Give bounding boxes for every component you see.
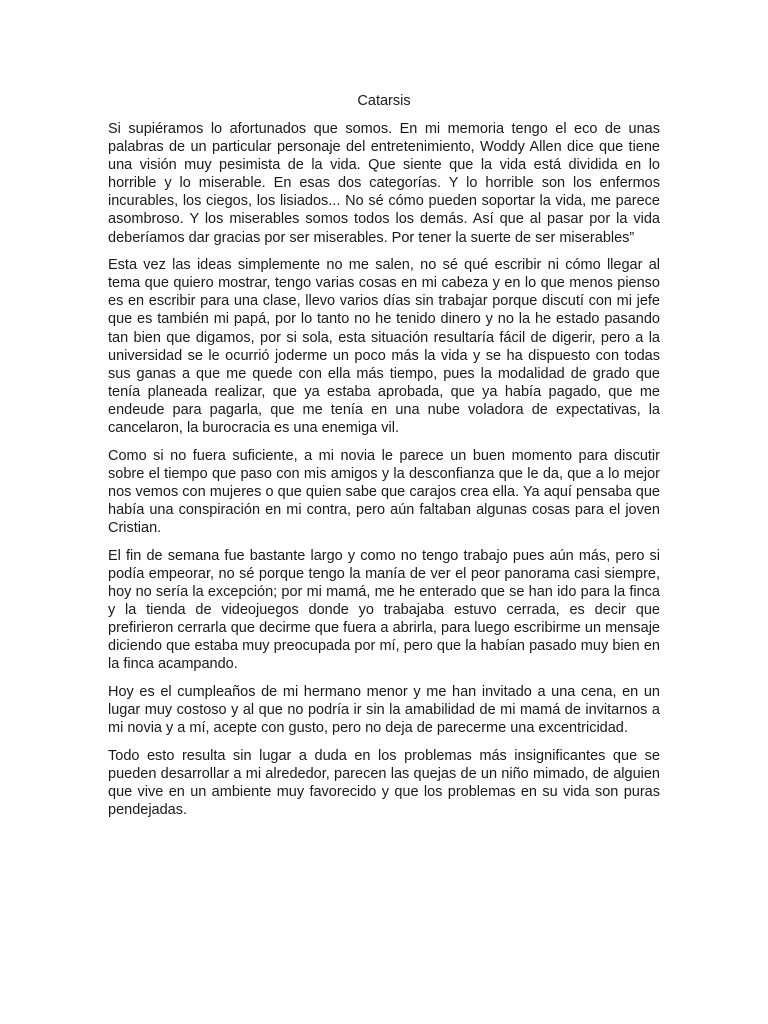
paragraph-5: Hoy es el cumpleaños de mi hermano menor y me han invitado a una cena, en un lugar muy costoso y al que no podría ir sin la amabilidad de mi mamá de invitarnos a mi novia y a mí, acepte con gusto, pero no deja de parecerme una excentricidad. (108, 683, 660, 736)
paragraph-1: Si supiéramos lo afortunados que somos. En mi memoria tengo el eco de unas palabras de un particular personaje del entretenimiento, Woddy Allen dice que tiene una visión muy pesimista de la vida. Que siente que la vida está dividida en lo horrible y lo miserable. En esas dos categorías. Y lo horrible son los enfermos incurables, los ciegos, los lisiados... No sé cómo pueden soportar la vida, me parece asombroso. Y los miserables somos todos los demás. Así que al pasar por la vida deberíamos dar gracias por ser miserables. Por tener la suerte de ser miserables” (108, 121, 660, 246)
paragraph-6: Todo esto resulta sin lugar a duda en los problemas más insignificantes que se pueden desarrollar a mi alrededor, parecen las quejas de un niño mimado, de alguien que vive en un ambiente muy favorecido y que los problemas en su vida son puras pendejadas. (108, 747, 660, 818)
paragraph-3: Como si no fuera suficiente, a mi novia le parece un buen momento para discutir sobre el tiempo que paso con mis amigos y la desconfianza que le da, que a lo mejor nos vemos con mujeres o que quien sabe que carajos crea ella. Ya aquí pensaba que había una conspiración en mi contra, pero aún faltaban algunas cosas para el joven Cristian. (108, 447, 660, 536)
document-page (108, 90, 660, 828)
document-title: Catarsis (357, 93, 411, 109)
paragraph-2: Esta vez las ideas simplemente no me salen, no sé qué escribir ni cómo llegar al tema que quiero mostrar, tengo varias cosas en mi cabeza y en lo que menos pienso es en escribir para una clase, llevo varios días sin trabajar porque discutí con mi jefe que es también mi papá, por lo tanto no he tenido dinero y no la he estado pasando tan bien que digamos, por si sola, esta situación resultaría fácil de digerir, pero a la universidad se le ocurrió joderme un poco más la vida y se ha dispuesto con todas sus ganas a que me quede con ella más tiempo, pues la modalidad de grado que tenía planeada realizar, que ya estaba aprobada, que ya había pagado, que me endeude para pagarla, que me tenía en una nube voladora de expectativas, la cancelaron, la burocracia es una enemiga vil. (108, 257, 660, 436)
paragraph-4: El fin de semana fue bastante largo y como no tengo trabajo pues aún más, pero si podía empeorar, no sé porque tengo la manía de ver el peor panorama casi siempre, hoy no sería la excepción; por mi mamá, me he enterado que se han ido para la finca y la tienda de videojuegos donde yo trabajaba estuvo cerrada, es decir que prefirieron cerrarla que decirme que fuera a abrirla, para luego escribirme un mensaje diciendo que estaba muy preocupada por mí, pero que la habían pasado muy bien en la finca acampando. (108, 547, 660, 673)
